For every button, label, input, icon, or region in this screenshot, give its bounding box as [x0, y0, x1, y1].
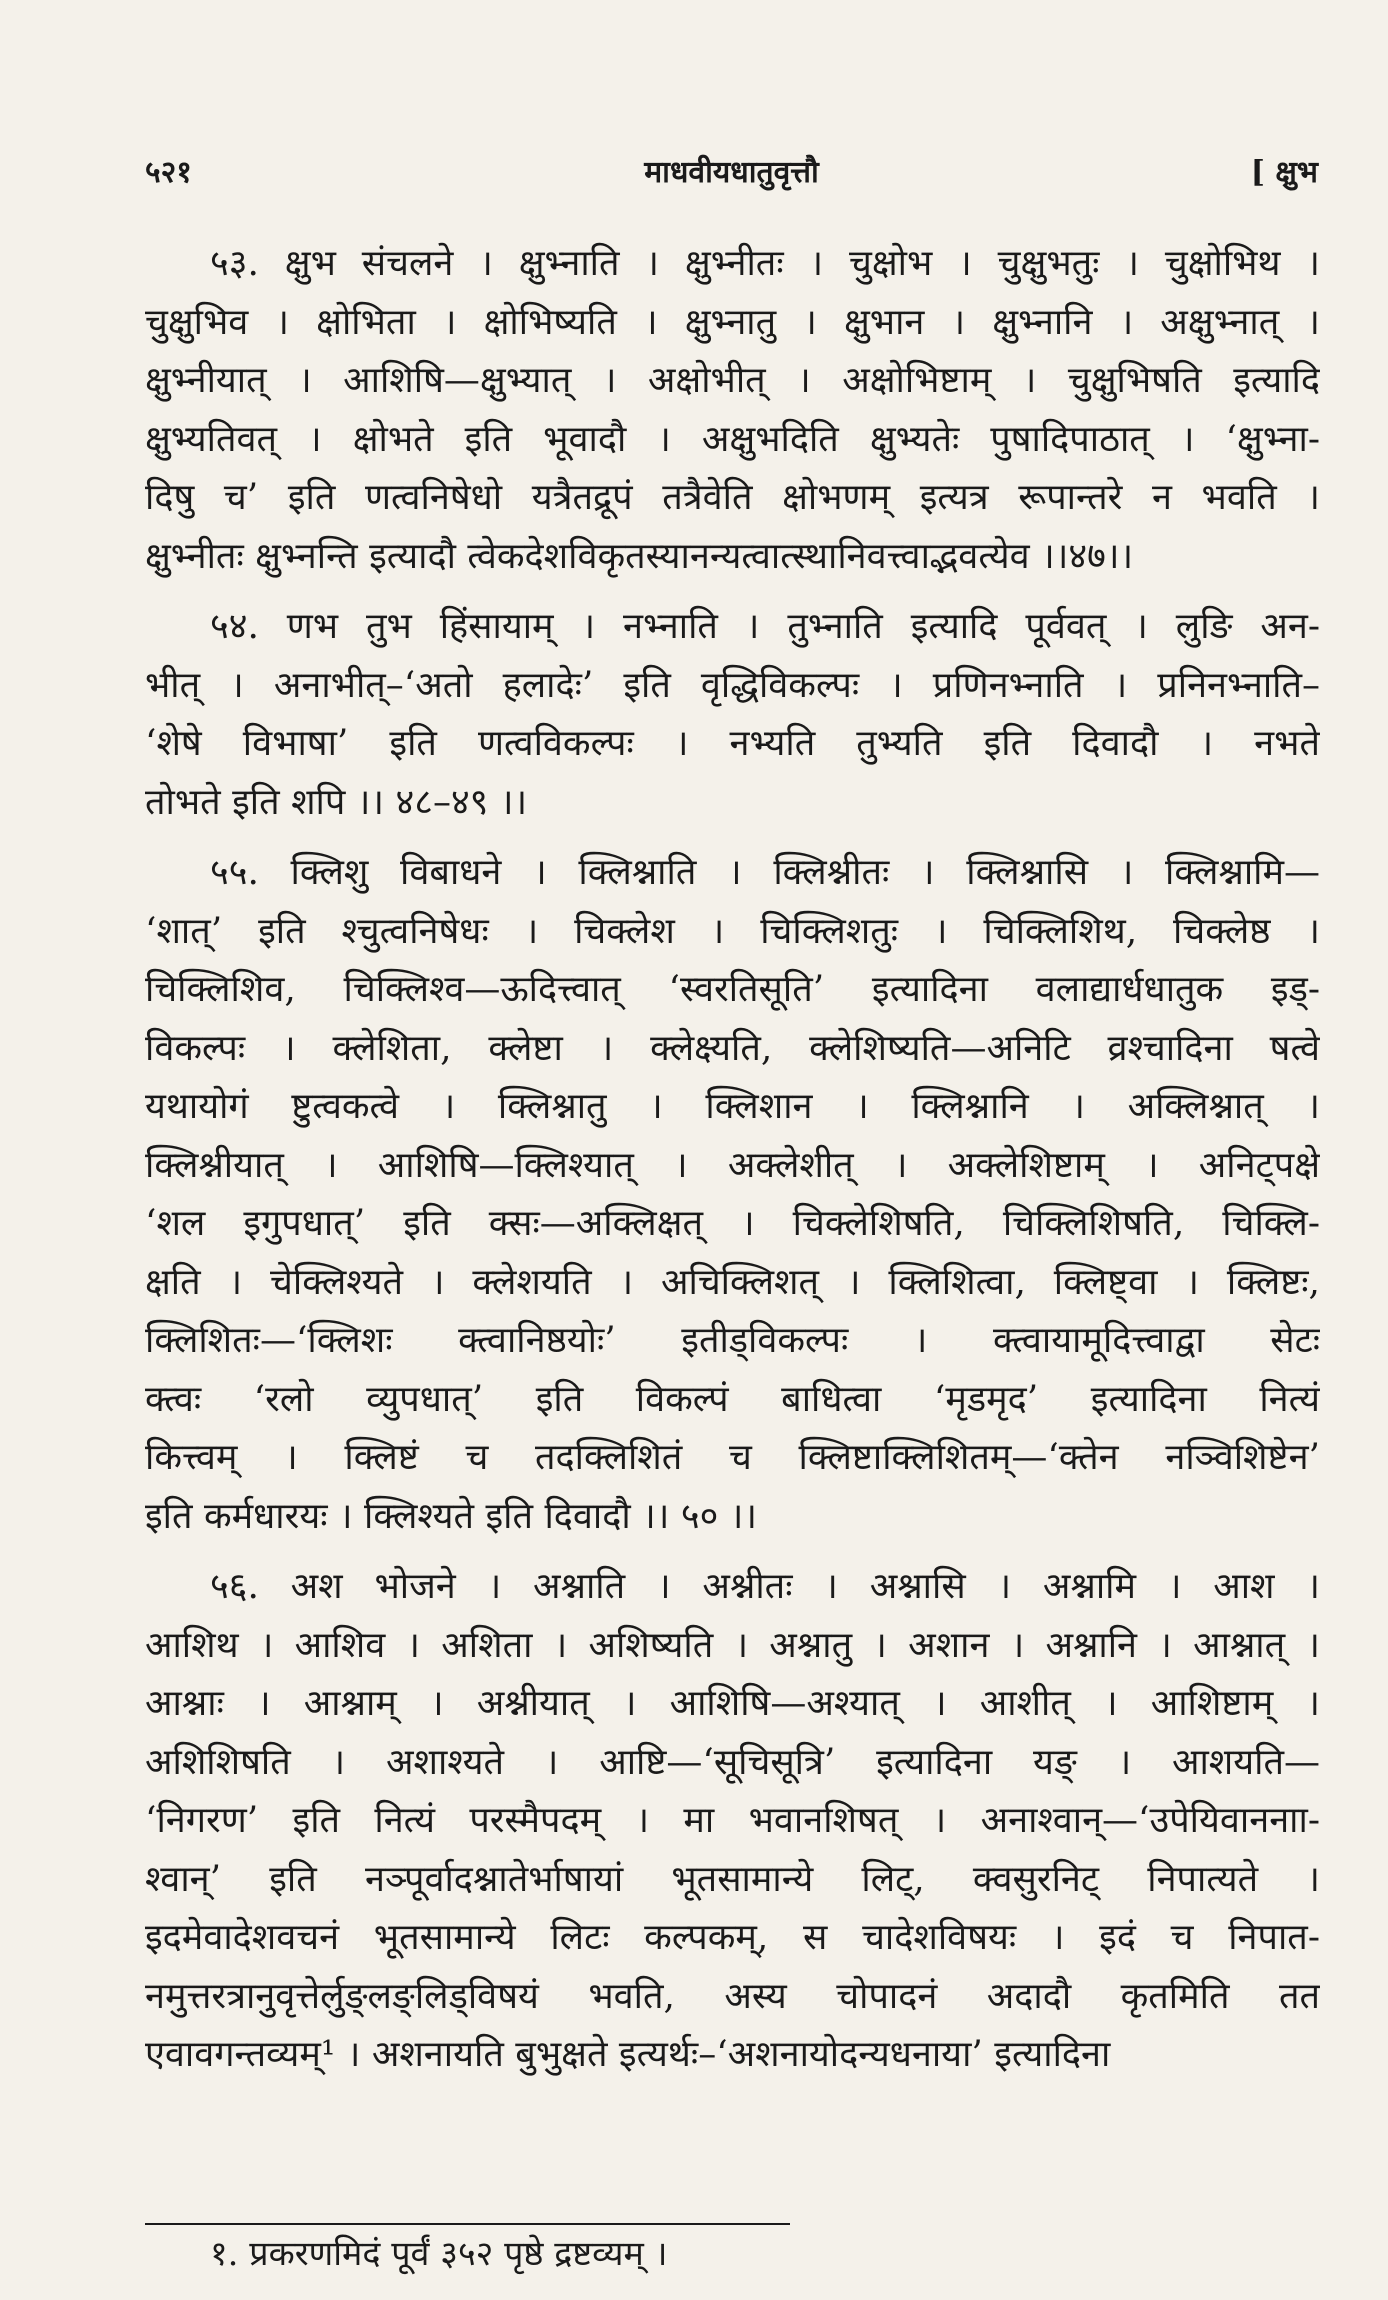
text-line: चुक्षुभिव । क्षोभिता । क्षोभिष्यति । क्षुभ्नातु । क्षुभान । क्षुभ्नानि । अक्षुभ्नात् ।	[145, 301, 1320, 343]
text-line: क्लिश्नीयात् । आशिषि—क्लिश्यात् । अक्लेशीत् । अक्लेशिष्टाम् । अनिट्पक्षे	[145, 1144, 1320, 1186]
paragraph	[145, 844, 1320, 1546]
text-line: आशिथ । आशिव । अशिता । अशिष्यति । अश्नातु । अशान । अश्नानि । आश्नात् ।	[145, 1624, 1320, 1666]
text-line: कित्त्वम् । क्लिष्टं च तदक्लिशितं च क्लिष्टाक्लिशितम्—‘क्तेन नञ्विशिष्टेन’	[145, 1437, 1320, 1478]
text-line: ‘शेषे विभाषा’ इति णत्वविकल्पः । नभ्यति तुभ्यति इति दिवादौ । नभते	[145, 723, 1320, 764]
text-line: यथायोगं ष्टुत्वकत्वे । क्लिश्नातु । क्लिशान । क्लिश्नानि । अक्लिश्नात् ।	[145, 1086, 1320, 1127]
text-line: दिषु च’ इति णत्वनिषेधो यत्रैतद्रूपं तत्रैवेति क्षोभणम् इत्यत्र रूपान्तरे न भवति ।	[145, 477, 1320, 518]
paragraph	[145, 598, 1320, 832]
text-line: तोभते इति शपि ।। ४८–४९ ।।	[145, 781, 528, 823]
text-line: विकल्पः । क्लेशिता, क्लेष्टा । क्लेक्ष्यति, क्लेशिष्यति—अनिटि व्रश्चादिना षत्वे	[145, 1027, 1320, 1069]
page-header	[145, 150, 1318, 200]
text-line: क्लिशितः—‘क्लिशः क्त्वानिष्ठयोः’ इतीड्विकल्पः । क्त्वायामूदित्त्वाद्वा सेटः	[145, 1320, 1320, 1361]
text-line: इति कर्मधारयः । क्लिश्यते इति दिवादौ ।। ५० ।।	[145, 1495, 758, 1537]
text-line: ‘शात्’ इति श्चुत्वनिषेधः । चिक्लेश । चिक्लिशतुः । चिक्लिशिथ, चिक्लेष्ठ ।	[145, 910, 1320, 952]
text-line: आश्नाः । आश्नाम् । अश्नीयात् । आशिषि—अश्यात् । आशीत् । आशिष्टाम् ।	[145, 1683, 1320, 1724]
paragraph	[145, 1558, 1320, 2085]
page-title: माधवीयधातुवृत्तौ	[644, 155, 819, 190]
text-line: इदमेवादेशवचनं भूतसामान्ये लिटः कल्पकम्, स चादेशविषयः । इदं च निपात-	[145, 1917, 1320, 1958]
text-line: नमुत्तरत्रानुवृत्तेर्लुङ्लङ्लिड्विषयं भवति, अस्य चोपादनं अदादौ कृतमिति तत	[145, 1975, 1320, 2017]
text-line: ५३. क्षुभ संचलने । क्षुभ्नाति । क्षुभ्नीतः । चुक्षोभ । चुक्षुभतुः । चुक्षोभिथ ।	[210, 243, 1320, 284]
text-line: क्षुभ्यतिवत् । क्षोभते इति भूवादौ । अक्षुभदिति क्षुभ्यतेः पुषादिपाठात् । ‘क्षुभ्ना-	[145, 418, 1320, 460]
text-line: ५६. अश भोजने । अश्नाति । अश्नीतः । अश्नासि । अश्नामि । आश ।	[210, 1566, 1320, 1607]
running-head: [ क्षुभ	[1250, 155, 1318, 190]
text-line: श्वान्’ इति नञ्पूर्वादश्नातेर्भाषायां भूतसामान्ये लिट्, क्वसुरनिट् निपात्यते ।	[145, 1858, 1320, 1900]
text-line: क्षति । चेक्लिश्यते । क्लेशयति । अचिक्लिशत् । क्लिशित्वा, क्लिष्ट्वा । क्लिष्टः,	[145, 1261, 1320, 1303]
text-line: ५५. क्लिशु विबाधने । क्लिश्नाति । क्लिश्नीतः । क्लिश्नासि । क्लिश्नामि—	[210, 852, 1320, 893]
page-number: ५२१	[145, 155, 192, 190]
text-line: क्त्वः ‘रलो व्युपधात्’ इति विकल्पं बाधित्वा ‘मृडमृद’ इत्यादिना नित्यं	[145, 1378, 1320, 1420]
text-line: ‘शल इगुपधात्’ इति क्सः—अक्लिक्षत् । चिक्लेशिषति, चिक्लिशिषति, चिक्लि-	[145, 1203, 1320, 1244]
footnote: १. प्रकरणमिदं पूर्वं ३५२ पृष्ठे द्रष्टव्यम् ।	[210, 2234, 668, 2274]
paragraph	[145, 235, 1320, 586]
body-text	[145, 235, 1320, 2097]
text-line: ५४. णभ तुभ हिंसायाम् । नभ्नाति । तुभ्नाति इत्यादि पूर्ववत् । लुङि अन-	[210, 606, 1320, 647]
text-line: अशिशिषति । अशाश्यते । आष्टि—‘सूचिसूत्रि’ इत्यादिना यङ् । आशयति—	[145, 1741, 1320, 1783]
text-line: भीत् । अनाभीत्–‘अतो हलादेः’ इति वृद्धिविकल्पः । प्रणिनभ्नाति । प्रनिनभ्नाति–	[145, 664, 1320, 706]
text-line: एवावगन्तव्यम्¹ । अशनायति बुभुक्षते इत्यर्थः–‘अशनायोदन्यधनाया’ इत्यादिना	[145, 2034, 1111, 2075]
text-line: ‘निगरण’ इति नित्यं परस्मैपदम् । मा भवानशिषत् । अनाश्वान्—‘उपेयिवाननाा-	[145, 1800, 1320, 1841]
footnote-divider	[145, 2223, 790, 2225]
text-line: चिक्लिशिव, चिक्लिश्व—ऊदित्त्वात् ‘स्वरतिसूति’ इत्यादिना वलाद्यार्धधातुक इड्-	[145, 969, 1320, 1010]
text-line: क्षुभ्नीयात् । आशिषि—क्षुभ्यात् । अक्षोभीत् । अक्षोभिष्टाम् । चुक्षुभिषति इत्यादि	[145, 360, 1320, 401]
text-line: क्षुभ्नीतः क्षुभ्नन्ति इत्यादौ त्वेकदेशविकृतस्यानन्यत्वात्स्थानिवत्त्वाद्भवत्येव ।।४७।।	[145, 535, 1134, 577]
